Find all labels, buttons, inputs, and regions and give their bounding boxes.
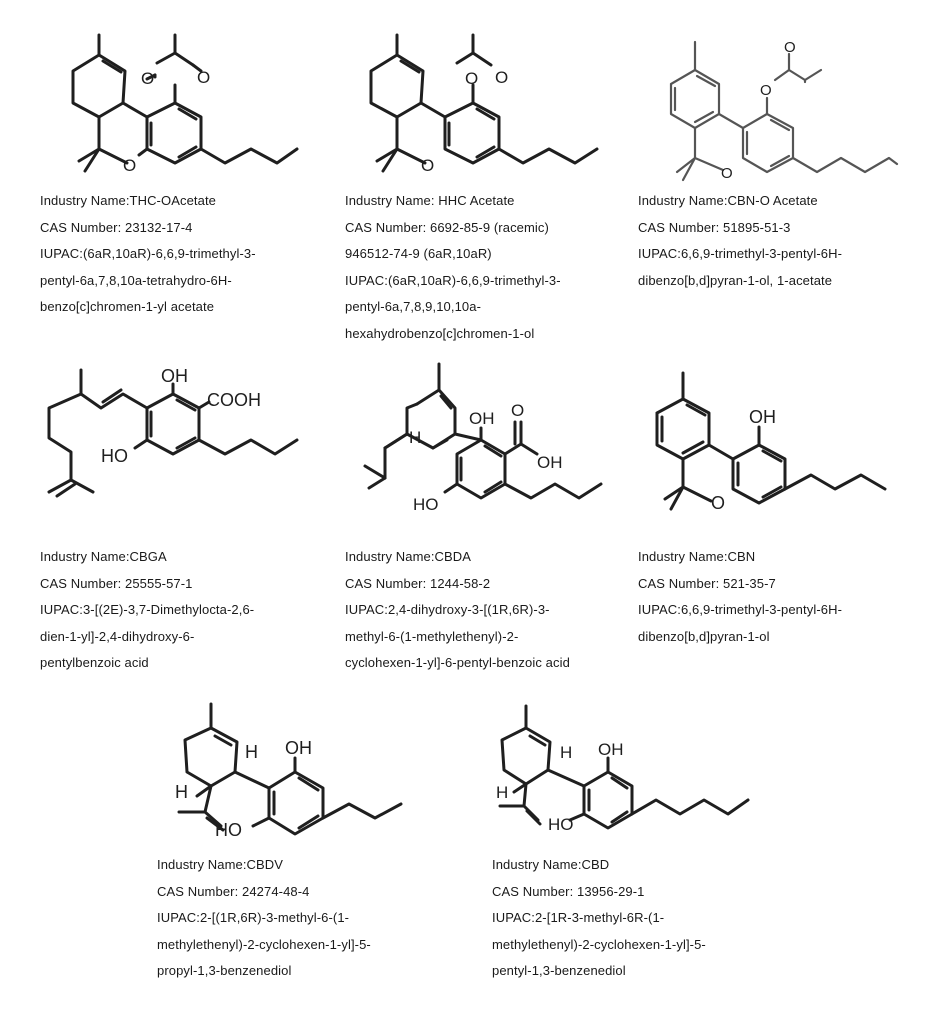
iupac-line: pentyl-6a,7,8,9,10,10a-	[345, 299, 482, 314]
iupac-line: IUPAC:3-[(2E)-3,7-Dimethylocta-2,6-	[40, 602, 255, 617]
cas-number: CAS Number: 521-35-7	[638, 575, 776, 591]
oxygen-label: O	[197, 68, 211, 87]
iupac-line: methyl-6-(1-methylethenyl)-2-	[345, 628, 519, 644]
oxygen-label: O	[495, 68, 509, 87]
hydroxyl-label: OH	[749, 407, 776, 427]
iupac-line: propyl-1,3-benzenediol	[157, 963, 292, 978]
cas-number: CAS Number: 13956-29-1	[492, 883, 645, 899]
cas-number: CAS Number: 6692-85-9 (racemic)	[345, 219, 549, 235]
hydroxyl-label: OH	[469, 409, 495, 428]
iupac-line: dien-1-yl]-2,4-dihydroxy-6-	[40, 628, 195, 644]
hydroxyl-label: OH	[161, 366, 188, 386]
info-cbdv	[157, 852, 371, 985]
cas-number: CAS Number: 23132-17-4	[40, 219, 193, 235]
hydrogen-label: H	[245, 742, 258, 762]
oxygen-label: O	[141, 69, 155, 88]
industry-name: Industry Name:THC-OAcetate	[40, 193, 216, 208]
hydroxyl-label: HO	[215, 820, 242, 840]
info-cbda	[345, 544, 570, 677]
cas-number: CAS Number: 24274-48-4	[157, 883, 310, 899]
iupac-line: hexahydrobenzo[c]chromen-1-ol	[345, 325, 535, 341]
iupac-line: IUPAC:(6aR,10aR)-6,6,9-trimethyl-3-	[345, 272, 561, 288]
oxygen-label: O	[421, 156, 435, 175]
iupac-line: dibenzo[b,d]pyran-1-ol, 1-acetate	[638, 272, 833, 288]
oxygen-label: O	[711, 493, 726, 513]
info-thc-o-acetate	[40, 188, 256, 321]
structure-thc-o-acetate	[35, 35, 305, 185]
iupac-line: methylethenyl)-2-cyclohexen-1-yl]-5-	[157, 936, 371, 952]
hydroxyl-label: OH	[285, 738, 312, 758]
hydrogen-label: H	[560, 743, 573, 762]
structure-cbda	[345, 360, 615, 520]
iupac-line: IUPAC:6,6,9-trimethyl-3-pentyl-6H-	[638, 602, 842, 617]
iupac-line: dibenzo[b,d]pyran-1-ol	[638, 628, 770, 644]
hydrogen-label: H	[409, 428, 422, 447]
iupac-line: benzo[c]chromen-1-yl acetate	[40, 299, 215, 314]
iupac-line: IUPAC:6,6,9-trimethyl-3-pentyl-6H-	[638, 246, 842, 261]
oxygen-label: O	[465, 69, 479, 88]
oxygen-label: O	[784, 39, 796, 56]
cas-number: CAS Number: 25555-57-1	[40, 575, 193, 591]
structure-hhc-acetate	[345, 35, 615, 185]
info-hhc-acetate	[345, 188, 561, 347]
structure-cbga	[35, 362, 315, 517]
hydroxyl-label: HO	[413, 495, 439, 514]
industry-name: Industry Name: HHC Acetate	[345, 193, 515, 208]
oxygen-label: O	[760, 82, 772, 99]
oxygen-label: O	[721, 165, 733, 182]
industry-name: Industry Name:CBN-O Acetate	[638, 193, 818, 208]
industry-name: Industry Name:CBD	[492, 857, 610, 872]
structure-cbdv	[165, 700, 425, 850]
iupac-line: IUPAC:2,4-dihydroxy-3-[(1R,6R)-3-	[345, 602, 550, 617]
hydroxyl-label: HO	[101, 446, 128, 466]
info-cbga	[40, 544, 254, 677]
industry-name: Industry Name:CBDA	[345, 549, 472, 564]
hydrogen-label: H	[496, 783, 509, 802]
iupac-line: IUPAC:(6aR,10aR)-6,6,9-trimethyl-3-	[40, 246, 256, 261]
hydrogen-label: H	[175, 782, 188, 802]
iupac-line: IUPAC:2-[1R-3-methyl-6R-(1-	[492, 910, 665, 925]
iupac-line: IUPAC:2-[(1R,6R)-3-methyl-6-(1-	[157, 910, 350, 925]
iupac-line: 946512-74-9 (6aR,10aR)	[345, 246, 492, 261]
industry-name: Industry Name:CBDV	[157, 857, 284, 872]
iupac-line: methylethenyl)-2-cyclohexen-1-yl]-5-	[492, 936, 706, 952]
industry-name: Industry Name:CBN	[638, 549, 756, 564]
iupac-line: pentyl-6a,7,8,10a-tetrahydro-6H-	[40, 272, 232, 288]
structure-cbd	[490, 702, 770, 850]
cas-number: CAS Number: 51895-51-3	[638, 219, 791, 235]
iupac-line: pentylbenzoic acid	[40, 655, 149, 670]
cas-number: CAS Number: 1244-58-2	[345, 575, 491, 591]
info-cbn	[638, 544, 842, 650]
info-cbn-o-acetate	[638, 188, 842, 294]
hydroxyl-label: HO	[548, 815, 574, 834]
iupac-line: pentyl-1,3-benzenediol	[492, 963, 626, 978]
structure-cbn	[635, 365, 905, 515]
hydroxyl-label: OH	[598, 740, 624, 759]
iupac-line: cyclohexen-1-yl]-6-pentyl-benzoic acid	[345, 655, 570, 670]
carboxyl-label: COOH	[207, 390, 261, 410]
hydroxyl-label: OH	[537, 453, 563, 472]
structure-cbn-o-acetate	[635, 32, 905, 187]
oxygen-label: O	[123, 156, 137, 175]
industry-name: Industry Name:CBGA	[40, 549, 167, 564]
info-cbd	[492, 852, 706, 985]
oxygen-label: O	[511, 401, 525, 420]
